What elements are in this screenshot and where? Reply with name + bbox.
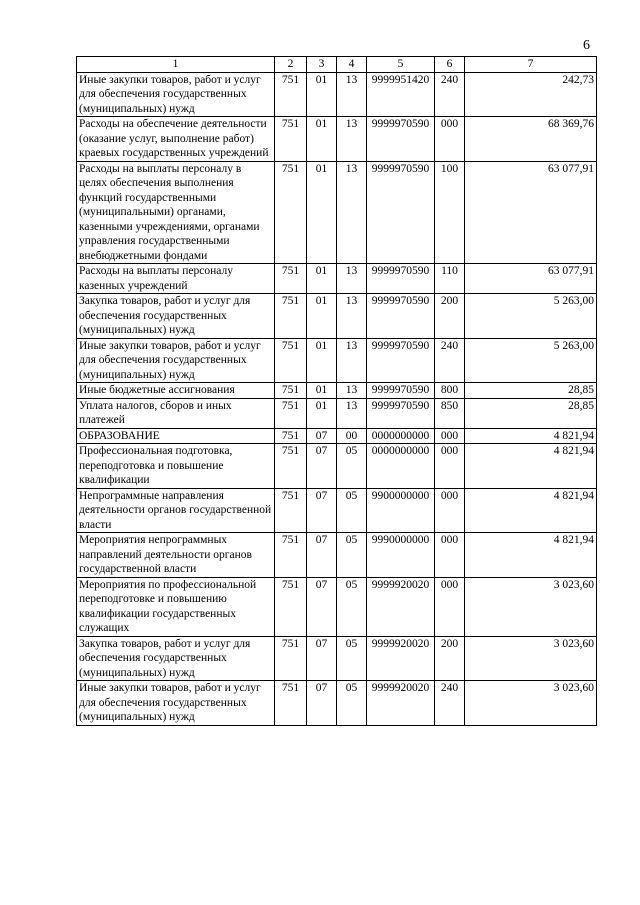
row-amount: 3 023,60 xyxy=(465,636,597,681)
row-expense-type: 000 xyxy=(435,444,465,489)
row-amount: 5 263,00 xyxy=(465,294,597,339)
row-section-code: 07 xyxy=(307,444,337,489)
header-row xyxy=(77,57,597,73)
row-section-code: 07 xyxy=(307,488,337,533)
row-grbs-code: 751 xyxy=(275,161,307,264)
row-expense-type: 110 xyxy=(435,264,465,294)
row-target-article: 9999920020 xyxy=(367,636,435,681)
row-expense-type: 240 xyxy=(435,72,465,117)
row-amount: 3 023,60 xyxy=(465,681,597,726)
table-row xyxy=(77,488,597,533)
row-name: Уплата налогов, сборов и иных платежей xyxy=(77,398,275,428)
row-grbs-code: 751 xyxy=(275,294,307,339)
row-name: Закупка товаров, работ и услуг для обеспечения государственных (муниципальных) нужд xyxy=(77,636,275,681)
row-expense-type: 000 xyxy=(435,488,465,533)
row-name: Иные закупки товаров, работ и услуг для обеспечения государственных (муниципальных) нужд xyxy=(77,681,275,726)
row-amount: 4 821,94 xyxy=(465,533,597,578)
row-section-code: 07 xyxy=(307,636,337,681)
table-row xyxy=(77,72,597,117)
row-section-code: 01 xyxy=(307,294,337,339)
row-grbs-code: 751 xyxy=(275,428,307,444)
row-target-article: 9999970590 xyxy=(367,383,435,399)
table-row xyxy=(77,681,597,726)
table-body xyxy=(77,57,597,726)
row-target-article: 9999920020 xyxy=(367,681,435,726)
row-name: Расходы на выплаты персоналу казенных учреждений xyxy=(77,264,275,294)
row-grbs-code: 751 xyxy=(275,117,307,162)
row-target-article: 0000000000 xyxy=(367,428,435,444)
row-section-code: 07 xyxy=(307,533,337,578)
row-expense-type: 000 xyxy=(435,577,465,636)
row-expense-type: 000 xyxy=(435,428,465,444)
row-subsection-code: 13 xyxy=(337,161,367,264)
row-section-code: 01 xyxy=(307,264,337,294)
table-row xyxy=(77,383,597,399)
table-row xyxy=(77,444,597,489)
row-section-code: 07 xyxy=(307,681,337,726)
row-section-code: 07 xyxy=(307,428,337,444)
row-target-article: 9990000000 xyxy=(367,533,435,578)
row-name: Иные бюджетные ассигнования xyxy=(77,383,275,399)
row-section-code: 01 xyxy=(307,383,337,399)
row-grbs-code: 751 xyxy=(275,681,307,726)
row-name: Мероприятия непрограммных направлений деятельности органов государственной власти xyxy=(77,533,275,578)
column-header: 2 xyxy=(275,57,307,73)
row-amount: 4 821,94 xyxy=(465,444,597,489)
row-expense-type: 100 xyxy=(435,161,465,264)
row-subsection-code: 05 xyxy=(337,533,367,578)
row-subsection-code: 05 xyxy=(337,488,367,533)
row-subsection-code: 13 xyxy=(337,117,367,162)
row-grbs-code: 751 xyxy=(275,577,307,636)
row-section-code: 01 xyxy=(307,72,337,117)
row-expense-type: 240 xyxy=(435,681,465,726)
row-grbs-code: 751 xyxy=(275,444,307,489)
row-subsection-code: 13 xyxy=(337,383,367,399)
row-subsection-code: 05 xyxy=(337,681,367,726)
row-expense-type: 850 xyxy=(435,398,465,428)
column-header: 4 xyxy=(337,57,367,73)
table-row xyxy=(77,428,597,444)
row-amount: 4 821,94 xyxy=(465,428,597,444)
row-name: Иные закупки товаров, работ и услуг для обеспечения государственных (муниципальных) нужд xyxy=(77,338,275,383)
row-amount: 68 369,76 xyxy=(465,117,597,162)
row-amount: 242,73 xyxy=(465,72,597,117)
row-amount: 63 077,91 xyxy=(465,161,597,264)
row-expense-type: 200 xyxy=(435,294,465,339)
row-name: Иные закупки товаров, работ и услуг для обеспечения государственных (муниципальных) нужд xyxy=(77,72,275,117)
row-grbs-code: 751 xyxy=(275,383,307,399)
row-grbs-code: 751 xyxy=(275,398,307,428)
row-amount: 5 263,00 xyxy=(465,338,597,383)
table-row xyxy=(77,533,597,578)
row-name: Мероприятия по профессиональной переподготовке и повышению квалификации государственных служащих xyxy=(77,577,275,636)
budget-table xyxy=(76,56,597,726)
row-grbs-code: 751 xyxy=(275,72,307,117)
row-subsection-code: 13 xyxy=(337,338,367,383)
row-section-code: 01 xyxy=(307,338,337,383)
row-grbs-code: 751 xyxy=(275,338,307,383)
table-row xyxy=(77,294,597,339)
row-section-code: 01 xyxy=(307,117,337,162)
row-section-code: 07 xyxy=(307,577,337,636)
row-expense-type: 000 xyxy=(435,533,465,578)
row-name: Расходы на выплаты персоналу в целях обеспечения выполнения функций государственными (муниципальными) органами, казенными учреждениями, органами управления государственными внебюджетными фондами xyxy=(77,161,275,264)
row-subsection-code: 05 xyxy=(337,577,367,636)
column-header: 6 xyxy=(435,57,465,73)
table-row xyxy=(77,338,597,383)
row-target-article: 9999951420 xyxy=(367,72,435,117)
column-header: 3 xyxy=(307,57,337,73)
row-target-article: 9999970590 xyxy=(367,117,435,162)
row-target-article: 9999970590 xyxy=(367,338,435,383)
row-subsection-code: 05 xyxy=(337,636,367,681)
row-amount: 63 077,91 xyxy=(465,264,597,294)
row-grbs-code: 751 xyxy=(275,533,307,578)
row-subsection-code: 13 xyxy=(337,294,367,339)
row-grbs-code: 751 xyxy=(275,488,307,533)
row-target-article: 9999920020 xyxy=(367,577,435,636)
column-header: 1 xyxy=(77,57,275,73)
row-subsection-code: 13 xyxy=(337,72,367,117)
row-expense-type: 240 xyxy=(435,338,465,383)
row-amount: 3 023,60 xyxy=(465,577,597,636)
table-row xyxy=(77,577,597,636)
table-row xyxy=(77,117,597,162)
table-row xyxy=(77,264,597,294)
row-subsection-code: 00 xyxy=(337,428,367,444)
row-subsection-code: 13 xyxy=(337,398,367,428)
row-expense-type: 200 xyxy=(435,636,465,681)
row-amount: 28,85 xyxy=(465,383,597,399)
row-name: Непрограммные направления деятельности органов государственной власти xyxy=(77,488,275,533)
row-grbs-code: 751 xyxy=(275,636,307,681)
row-name: Расходы на обеспечение деятельности (оказание услуг, выполнение работ) краевых государственных учреждений xyxy=(77,117,275,162)
row-target-article: 9999970590 xyxy=(367,398,435,428)
row-target-article: 9999970590 xyxy=(367,294,435,339)
table-row xyxy=(77,636,597,681)
row-target-article: 0000000000 xyxy=(367,444,435,489)
row-target-article: 9999970590 xyxy=(367,161,435,264)
row-expense-type: 000 xyxy=(435,117,465,162)
table-row xyxy=(77,161,597,264)
row-grbs-code: 751 xyxy=(275,264,307,294)
row-target-article: 9999970590 xyxy=(367,264,435,294)
row-target-article: 9900000000 xyxy=(367,488,435,533)
row-amount: 28,85 xyxy=(465,398,597,428)
table-row xyxy=(77,398,597,428)
row-section-code: 01 xyxy=(307,161,337,264)
page-number: 6 xyxy=(583,38,590,53)
row-amount: 4 821,94 xyxy=(465,488,597,533)
column-header: 5 xyxy=(367,57,435,73)
row-section-code: 01 xyxy=(307,398,337,428)
row-name: Профессиональная подготовка, переподготовка и повышение квалификации xyxy=(77,444,275,489)
row-expense-type: 800 xyxy=(435,383,465,399)
column-header: 7 xyxy=(465,57,597,73)
row-subsection-code: 05 xyxy=(337,444,367,489)
row-subsection-code: 13 xyxy=(337,264,367,294)
row-name: ОБРАЗОВАНИЕ xyxy=(77,428,275,444)
row-name: Закупка товаров, работ и услуг для обеспечения государственных (муниципальных) нужд xyxy=(77,294,275,339)
